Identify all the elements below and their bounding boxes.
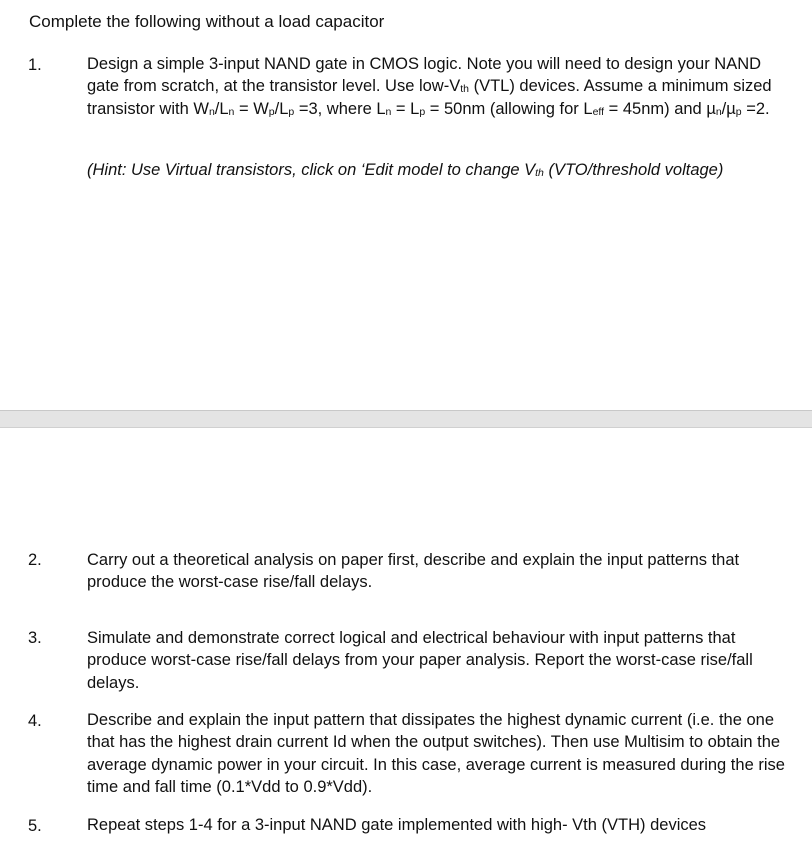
question-5-text: Repeat steps 1-4 for a 3-input NAND gate implemented with high- Vth (VTH) devices (87, 816, 707, 834)
question-4-number: 4. (28, 712, 42, 730)
question-2-number: 2. (28, 551, 42, 569)
page-break (0, 410, 812, 428)
instructions-heading: Complete the following without a load capacitor (29, 12, 385, 31)
question-2-text: Carry out a theoretical analysis on paper first, describe and explain the input patterns that produce the worst-case rise/fall delays. (87, 551, 740, 592)
document-page-2 (0, 428, 812, 848)
question-4-text: Describe and explain the input pattern that dissipates the highest dynamic current (i.e. the one that has the highest drain current Id when the output switches). Then use Multisim to obtain the average dynamic power in your circuit. In this case, average current is measured during the rise time and fall time (0.1*Vdd to 0.9*Vdd). (87, 711, 785, 797)
question-1-number: 1. (28, 56, 42, 74)
question-3-text: Simulate and demonstrate correct logical and electrical behaviour with input patterns that produce worst-case rise/fall delays from your paper analysis. Report the worst-case rise/fall delays. (87, 629, 753, 692)
question-5-number: 5. (28, 817, 42, 835)
question-3-number: 3. (28, 629, 42, 647)
question-1-hint: (Hint: Use Virtual transistors, click on ‘Edit model to change $V_{th}$ (VTO/threshold voltage) (87, 161, 724, 179)
question-1-text: Design a simple 3-input NAND gate in CMOS logic. Note you will need to design your NAND gate from scratch, at the transistor level. Use low-$V_{th}$ (VTL) devices. Assume a minimum sized transistor with $W_n/L_n = W_p/L_p =3$, where $L_n = L_p = 50nm$ (allowing for $L_{eff} = 45nm$) and µ$_n$/µ$_p$ =2. (87, 55, 772, 118)
document-page-1 (0, 0, 812, 410)
